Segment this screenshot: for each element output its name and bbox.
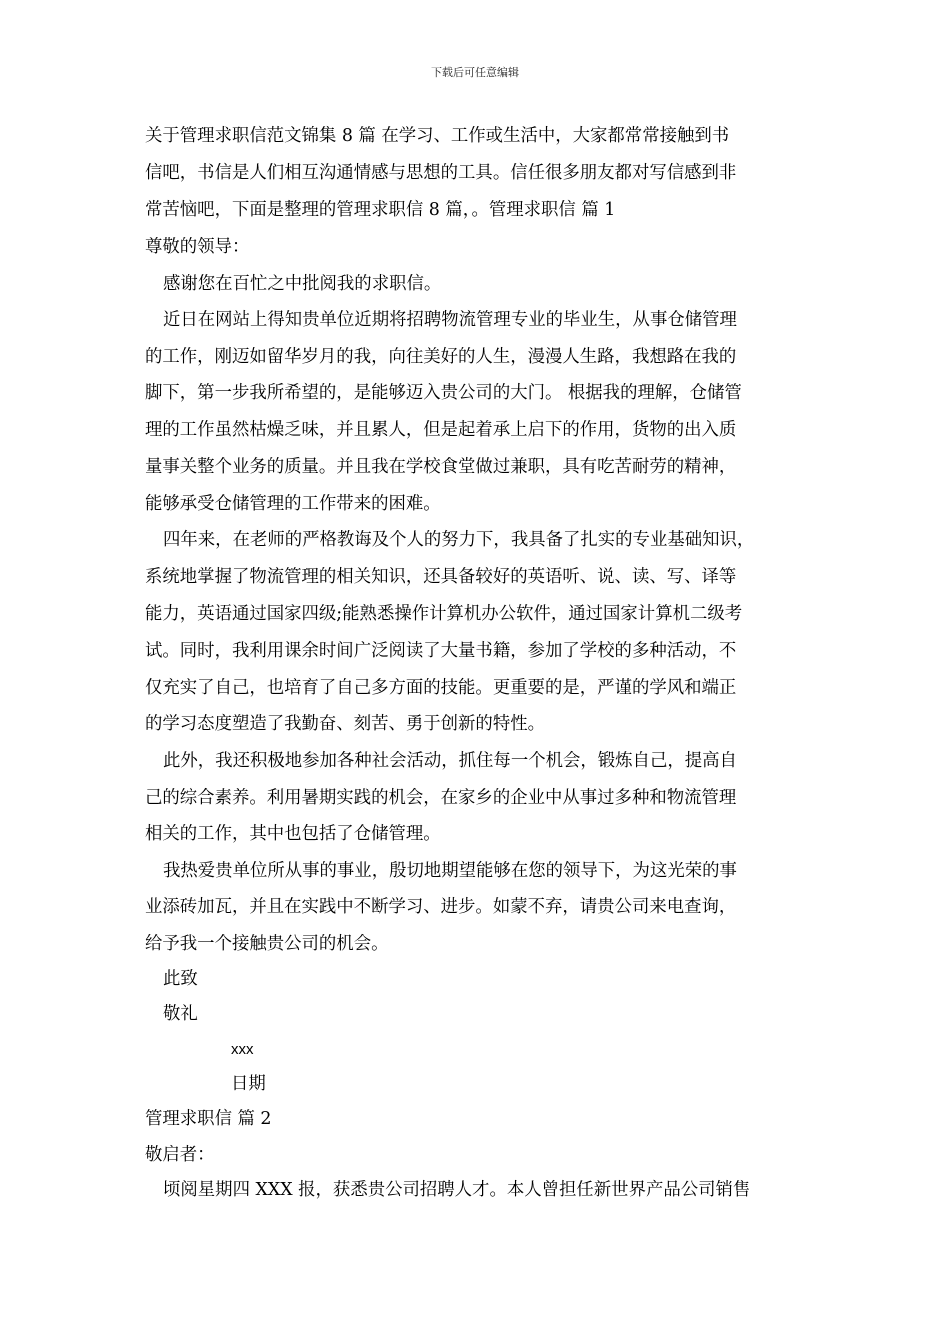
text-line: 常苦恼吧，下面是整理的管理求职信 8 篇，。管理求职信 篇 1 xyxy=(145,200,616,220)
text-line: 尊敬的领导： xyxy=(145,237,250,257)
text-line: 脚下，第一步我所希望的，是能够迈入贵公司的大门。 根据我的理解，仓储管 xyxy=(145,383,742,403)
signature-name: xxx xyxy=(231,1041,254,1058)
text-line: 理的工作虽然枯燥乏味，并且累人，但是起着承上启下的作用，货物的出入质 xyxy=(145,420,737,440)
section-title: 管理求职信 篇 2 xyxy=(145,1109,272,1129)
text-line: 能力，英语通过国家四级;能熟悉操作计算机办公软件，通过国家计算机二级考 xyxy=(145,604,743,624)
text-line: 相关的工作，其中也包括了仓储管理。 xyxy=(145,824,441,844)
text-line: 四年来，在老师的严格教诲及个人的努力下，我具备了扎实的专业基础知识， xyxy=(163,530,755,550)
text-line: 系统地掌握了物流管理的相关知识，还具备较好的英语听、说、读、写、译等 xyxy=(145,567,737,587)
text-line: 量事关整个业务的质量。并且我在学校食堂做过兼职，具有吃苦耐劳的精神， xyxy=(145,457,737,477)
signature-date: 日期 xyxy=(231,1074,266,1094)
text-line: 的工作，刚迈如留华岁月的我，向往美好的人生，漫漫人生路，我想路在我的 xyxy=(145,347,737,367)
text-line: 试。同时，我利用课余时间广泛阅读了大量书籍，参加了学校的多种活动，不 xyxy=(145,641,737,661)
text-line: 能够承受仓储管理的工作带来的困难。 xyxy=(145,494,441,514)
text-line: 近日在网站上得知贵单位近期将招聘物流管理专业的毕业生，从事仓储管理 xyxy=(163,310,737,330)
text-line: 己的综合素养。利用暑期实践的机会，在家乡的企业中从事过多种和物流管理 xyxy=(145,788,737,808)
text-line: 信吧，书信是人们相互沟通情感与思想的工具。信任很多朋友都对写信感到非 xyxy=(145,163,737,183)
text-line: 我热爱贵单位所从事的事业，殷切地期望能够在您的领导下，为这光荣的事 xyxy=(163,861,737,881)
text-line: 感谢您在百忙之中批阅我的求职信。 xyxy=(163,274,442,294)
closing-salutation: 敬礼 xyxy=(163,1004,198,1024)
text-line: 业添砖加瓦，并且在实践中不断学习、进步。如蒙不弃，请贵公司来电查询， xyxy=(145,897,737,917)
text-line: 顷阅星期四 XXX 报，获悉贵公司招聘人才。本人曾担任新世界产品公司销售 xyxy=(163,1180,751,1200)
text-line: 关于管理求职信范文锦集 8 篇 在学习、工作或生活中，大家都常常接触到书 xyxy=(145,126,730,146)
text-line: 给予我一个接触贵公司的机会。 xyxy=(145,934,389,954)
text-line: 仅充实了自己，也培育了自己多方面的技能。更重要的是，严谨的学风和端正 xyxy=(145,678,737,698)
text-line: 的学习态度塑造了我勤奋、刻苦、勇于创新的特性。 xyxy=(145,714,545,734)
closing-phrase: 此致 xyxy=(163,969,198,989)
text-line: 此外，我还积极地参加各种社会活动，抓住每一个机会，锻炼自己，提高自 xyxy=(163,751,737,771)
page-header: 下载后可任意编辑 xyxy=(431,66,519,79)
text-line: 敬启者： xyxy=(145,1145,215,1165)
